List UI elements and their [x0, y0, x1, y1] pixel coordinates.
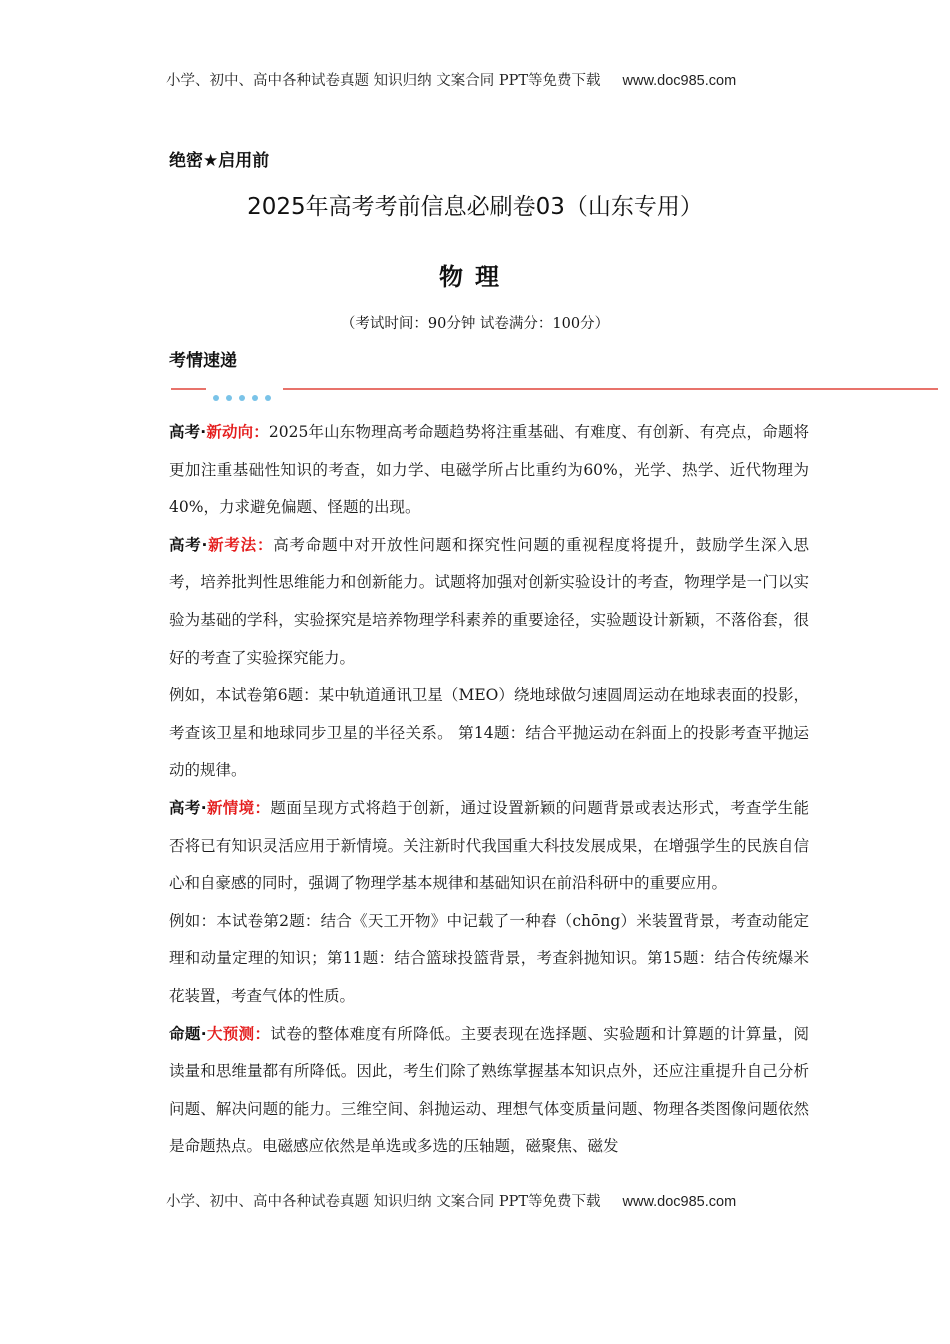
paragraph-sep: ：	[254, 1024, 271, 1043]
paragraph-text: 2025年山东物理高考命题趋势将注重基础、有难度、有创新、有亮点，命题将更加注重基础性知识的考查，如力学、电磁学所占比重约为60%，光学、热学、近代物理为40%，力求避免偏题、怪题的出现。	[169, 423, 809, 517]
page-header	[166, 69, 806, 90]
exam-info: （考试时间：90分钟 试卷满分：100分）	[340, 316, 610, 332]
paragraph-trend	[169, 414, 809, 527]
body-text	[169, 414, 809, 1166]
page-footer	[166, 1190, 806, 1211]
footer-text: 小学、初中、高中各种试卷真题 知识归纳 文案合同 PPT等免费下载	[166, 1194, 601, 1210]
header-text: 小学、初中、高中各种试卷真题 知识归纳 文案合同 PPT等免费下载	[166, 73, 601, 89]
paragraph-keyword: 新动向	[206, 423, 254, 441]
paragraph-method	[169, 527, 809, 677]
subject-title: 物理	[439, 263, 511, 291]
paragraph-sep: ：	[253, 423, 269, 441]
paragraph-keyword: 大预测	[206, 1024, 255, 1043]
divider-line-right	[283, 388, 938, 390]
paragraph-example-2	[169, 903, 809, 1016]
paragraph-keyword: 新考法	[207, 535, 257, 554]
divider-dot	[252, 395, 258, 401]
divider-dot	[265, 395, 271, 401]
paragraph-text: 试卷的整体难度有所降低。主要表现在选择题、实验题和计算题的计算量，阅读量和思维量都有所降低。因此，考生们除了熟练掌握基本知识点外，还应注重提升自己分析问题、解决问题的能力。三维空间、斜抛运动、理想气体变质量问题、物理各类图像问题依然是命题热点。电磁感应依然是单选或多选的压轴题，磁聚焦、磁发	[169, 1024, 809, 1156]
section-divider	[171, 386, 938, 398]
secret-label: 绝密★启用前	[169, 151, 270, 171]
paragraph-keyword: 新情境	[206, 798, 255, 817]
paragraph-prefix: 高考·	[169, 798, 207, 817]
divider-dot	[239, 395, 245, 401]
header-url[interactable]: www.doc985.com	[622, 73, 737, 89]
paper-title: 2025年高考考前信息必刷卷03（山东专用）	[247, 194, 703, 220]
paragraph-text: 例如，本试卷第6题：某中轨道通讯卫星（MEO）绕地球做匀速圆周运动在地球表面的投影，考查该卫星和地球同步卫星的半径关系。 第14题：结合平抛运动在斜面上的投影考查平抛运动的规律。	[169, 686, 809, 780]
divider-line-left	[171, 388, 206, 390]
footer-url[interactable]: www.doc985.com	[622, 1194, 737, 1210]
divider-dot	[213, 395, 219, 401]
paragraph-prediction	[169, 1016, 809, 1166]
paragraph-text: 题面呈现方式将趋于创新，通过设置新颖的问题背景或表达形式，考查学生能否将已有知识灵活应用于新情境。关注新时代我国重大科技发展成果，在增强学生的民族自信心和自豪感的同时，强调了物理学基本规律和基础知识在前沿科研中的重要应用。	[169, 798, 809, 893]
section-title: 考情速递	[169, 351, 237, 371]
paragraph-sep: ：	[254, 798, 271, 817]
paragraph-text: 高考命题中对开放性问题和探究性问题的重视程度将提升，鼓励学生深入思考，培养批判性思维能力和创新能力。试题将加强对创新实验设计的考查，物理学是一门以实验为基础的学科，实验探究是培养物理学科素养的重要途径，实验题设计新颖，不落俗套，很好的考查了实验探究能力。	[169, 535, 809, 667]
paragraph-prefix: 命题·	[169, 1024, 207, 1043]
paragraph-example-1	[169, 677, 809, 790]
paragraph-text: 例如：本试卷第2题：结合《天工开物》中记载了一种舂（chōng）米装置背景，考查动能定理和动量定理的知识；第11题：结合篮球投篮背景，考查斜抛知识。第15题：结合传统爆米花装置，考查气体的性质。	[169, 911, 809, 1005]
paragraph-sep: ：	[256, 535, 274, 554]
divider-dots	[213, 386, 278, 405]
paragraph-prefix: 高考·	[169, 423, 207, 441]
divider-dot	[226, 395, 232, 401]
paragraph-prefix: 高考·	[169, 535, 208, 554]
paragraph-context	[169, 790, 809, 903]
